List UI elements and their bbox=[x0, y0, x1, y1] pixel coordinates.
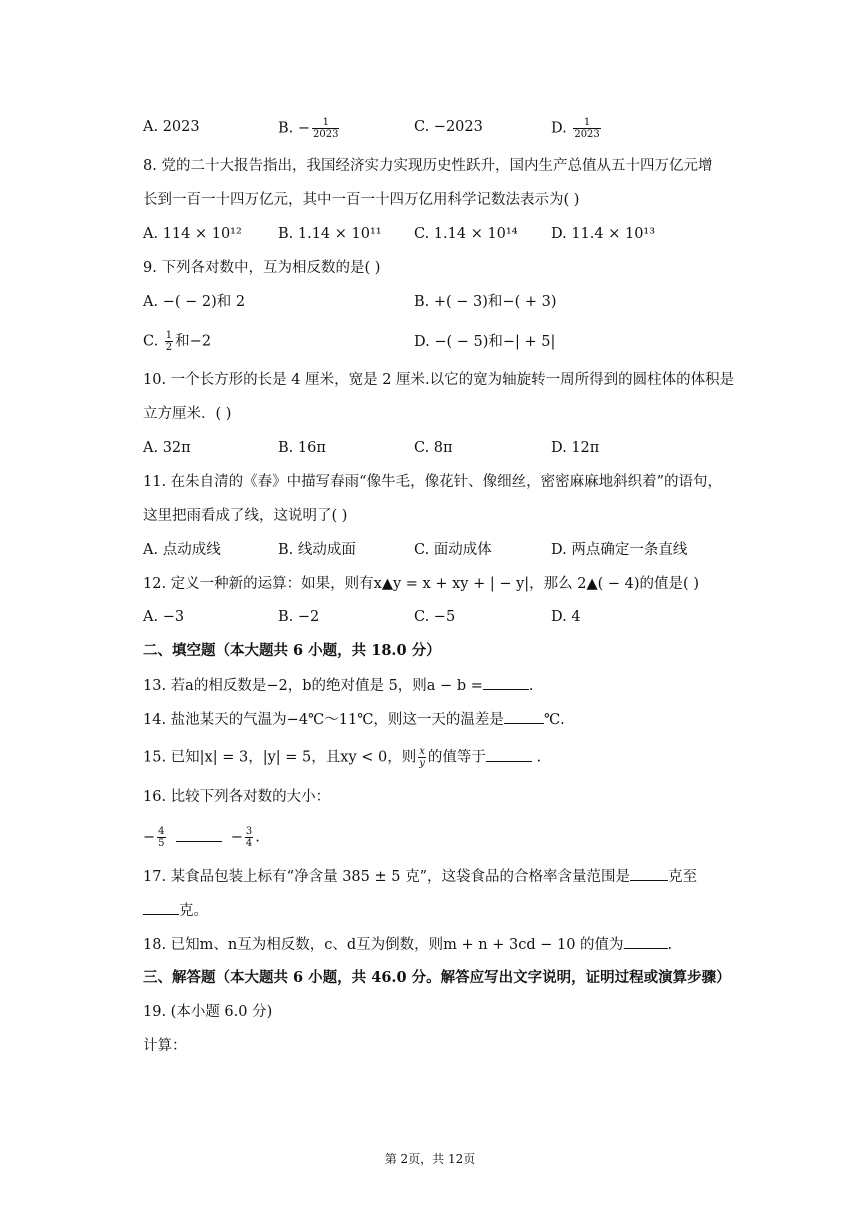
answer-blank[interactable] bbox=[143, 900, 179, 915]
q17-mid: 克至 bbox=[667, 869, 697, 885]
q12-text: 12. 定义一种新的运算：如果，则有x▲y = x + xy + | − y|，那么 2▲( − 4)的值是( ) bbox=[143, 576, 699, 592]
fraction-denominator: 4 bbox=[245, 838, 253, 849]
answer-blank[interactable] bbox=[486, 747, 532, 762]
q19-header: 19. (本小题 6.0 分) bbox=[143, 1004, 273, 1020]
q13-suffix: . bbox=[528, 678, 534, 694]
fraction-numerator: 1 bbox=[312, 117, 339, 129]
q16-right-fraction bbox=[245, 826, 253, 849]
q7-option-b-fraction bbox=[312, 117, 339, 140]
q18-prefix: 18. 已知m、n互为相反数，c、d互为倒数，则m + n + 3cd − 10 的值为 bbox=[143, 937, 624, 953]
q8-option-c: C. 1.14 × 10¹⁴ bbox=[414, 226, 518, 242]
section-heading-solve: 三、解答题（本大题共 6 小题，共 46.0 分。解答应写出文字说明，证明过程或演算步骤） bbox=[143, 969, 731, 986]
q10-option-d: D. 12π bbox=[551, 440, 600, 456]
q7-option-a: A. 2023 bbox=[143, 119, 200, 135]
q16-left-fraction bbox=[157, 826, 165, 849]
answer-blank[interactable] bbox=[630, 866, 668, 881]
q8-option-a: A. 114 × 10¹² bbox=[143, 226, 242, 242]
q15-prefix: 15. 已知|x| = 3，|y| = 5，且xy < 0，则 bbox=[143, 749, 417, 766]
page-footer: 第 2页，共 12页 bbox=[384, 1152, 476, 1166]
q18-suffix: . bbox=[667, 937, 673, 953]
q9-option-a: A. −( − 2)和 2 bbox=[143, 294, 246, 310]
q10-text-line2: 立方厘米．( ) bbox=[143, 406, 232, 422]
q15-mid: 的值等于 bbox=[427, 749, 486, 766]
q18-text bbox=[143, 934, 672, 955]
fraction-numerator: x bbox=[419, 746, 425, 757]
q11-option-d: D. 两点确定一条直线 bbox=[551, 542, 688, 558]
q16-right-suffix: . bbox=[255, 829, 260, 846]
fraction-denominator: 5 bbox=[158, 838, 165, 849]
q14-text bbox=[143, 709, 565, 730]
q10-option-c: C. 8π bbox=[414, 440, 453, 456]
q11-option-a: A. 点动成线 bbox=[143, 542, 221, 558]
q9-text: 9. 下列各对数中，互为相反数的是( ) bbox=[143, 260, 381, 276]
q13-prefix: 13. 若a的相反数是−2，b的绝对值是 5，则a − b = bbox=[143, 678, 483, 694]
q12-option-d: D. 4 bbox=[551, 609, 581, 625]
q7-option-c: C. −2023 bbox=[414, 119, 483, 135]
q7-option-b bbox=[278, 117, 341, 140]
q19-instruction: 计算： bbox=[143, 1038, 187, 1054]
answer-blank[interactable] bbox=[483, 675, 529, 690]
q15-fraction bbox=[418, 746, 426, 769]
q12-option-a: A. −3 bbox=[143, 609, 185, 625]
q17-suffix: 克。 bbox=[179, 903, 208, 919]
q15-suffix: . bbox=[531, 749, 542, 766]
q8-option-d: D. 11.4 × 10¹³ bbox=[551, 226, 656, 242]
q9-option-c bbox=[143, 330, 211, 353]
q10-option-b: B. 16π bbox=[278, 440, 326, 456]
q11-text-line2: 这里把雨看成了线，这说明了( ) bbox=[143, 508, 348, 524]
answer-blank[interactable] bbox=[504, 709, 544, 724]
q16-right-sign: − bbox=[230, 829, 243, 846]
q15-text bbox=[143, 746, 541, 769]
q9-option-c-prefix: C. bbox=[143, 333, 163, 350]
q7-option-d-prefix: D. bbox=[551, 120, 572, 137]
fraction-numerator: 1 bbox=[165, 330, 173, 341]
q7-option-d-fraction bbox=[573, 117, 600, 140]
q8-text-line1: 8. 党的二十大报告指出，我国经济实力实现历史性跃升，国内生产总值从五十四万亿元增 bbox=[143, 158, 713, 174]
q7-option-b-prefix: B. − bbox=[278, 120, 311, 137]
q17-text-line1 bbox=[143, 866, 697, 887]
q12-option-c: C. −5 bbox=[414, 609, 456, 625]
fraction-numerator: 1 bbox=[573, 117, 600, 129]
fraction-numerator: 4 bbox=[158, 826, 165, 837]
q9-option-c-suffix: 和−2 bbox=[175, 333, 212, 350]
q16-comparison bbox=[143, 826, 260, 849]
q14-prefix: 14. 盐池某天的气温为−4℃～11℃，则这一天的温差是 bbox=[143, 712, 504, 728]
fraction-numerator: 3 bbox=[245, 826, 253, 837]
fraction-denominator: 2 bbox=[165, 342, 173, 353]
answer-blank[interactable] bbox=[624, 934, 668, 949]
q17-text-line2 bbox=[143, 900, 208, 921]
q8-option-b: B. 1.14 × 10¹¹ bbox=[278, 226, 382, 242]
q9-option-b: B. +( − 3)和−( + 3) bbox=[414, 294, 557, 310]
q17-prefix: 17. 某食品包装上标有“净含量 385 ± 5 克”，这袋食品的合格率含量范围是 bbox=[143, 869, 630, 885]
q11-option-b: B. 线动成面 bbox=[278, 542, 356, 558]
fraction-denominator: 2023 bbox=[574, 129, 600, 140]
fraction-denominator: 2023 bbox=[313, 129, 339, 140]
q8-text-line2: 长到一百一十四万亿元，其中一百一十四万亿用科学记数法表示为( ) bbox=[143, 192, 580, 208]
q16-text: 16. 比较下列各对数的大小： bbox=[143, 789, 331, 805]
q9-option-d: D. −( − 5)和−| + 5| bbox=[414, 334, 556, 350]
q7-option-d bbox=[551, 117, 603, 140]
q10-option-a: A. 32π bbox=[143, 440, 191, 456]
q16-left-sign: − bbox=[143, 829, 156, 846]
q10-text-line1: 10. 一个长方形的长是 4 厘米，宽是 2 厘米.以它的宽为轴旋转一周所得到的圆柱体的体积是 bbox=[143, 372, 735, 388]
fraction-denominator: y bbox=[419, 758, 425, 769]
q11-option-c: C. 面动成体 bbox=[414, 542, 492, 558]
q12-option-b: B. −2 bbox=[278, 609, 320, 625]
answer-blank[interactable] bbox=[176, 827, 222, 842]
q9-option-c-fraction bbox=[165, 330, 173, 353]
q13-text bbox=[143, 675, 533, 696]
section-heading-fill-in: 二、填空题（本大题共 6 小题，共 18.0 分） bbox=[143, 642, 441, 659]
q11-text-line1: 11. 在朱自清的《春》中描写春雨“像牛毛，像花针、像细丝，密密麻麻地斜织着”的语句， bbox=[143, 474, 722, 490]
q14-suffix: ℃. bbox=[543, 712, 565, 728]
